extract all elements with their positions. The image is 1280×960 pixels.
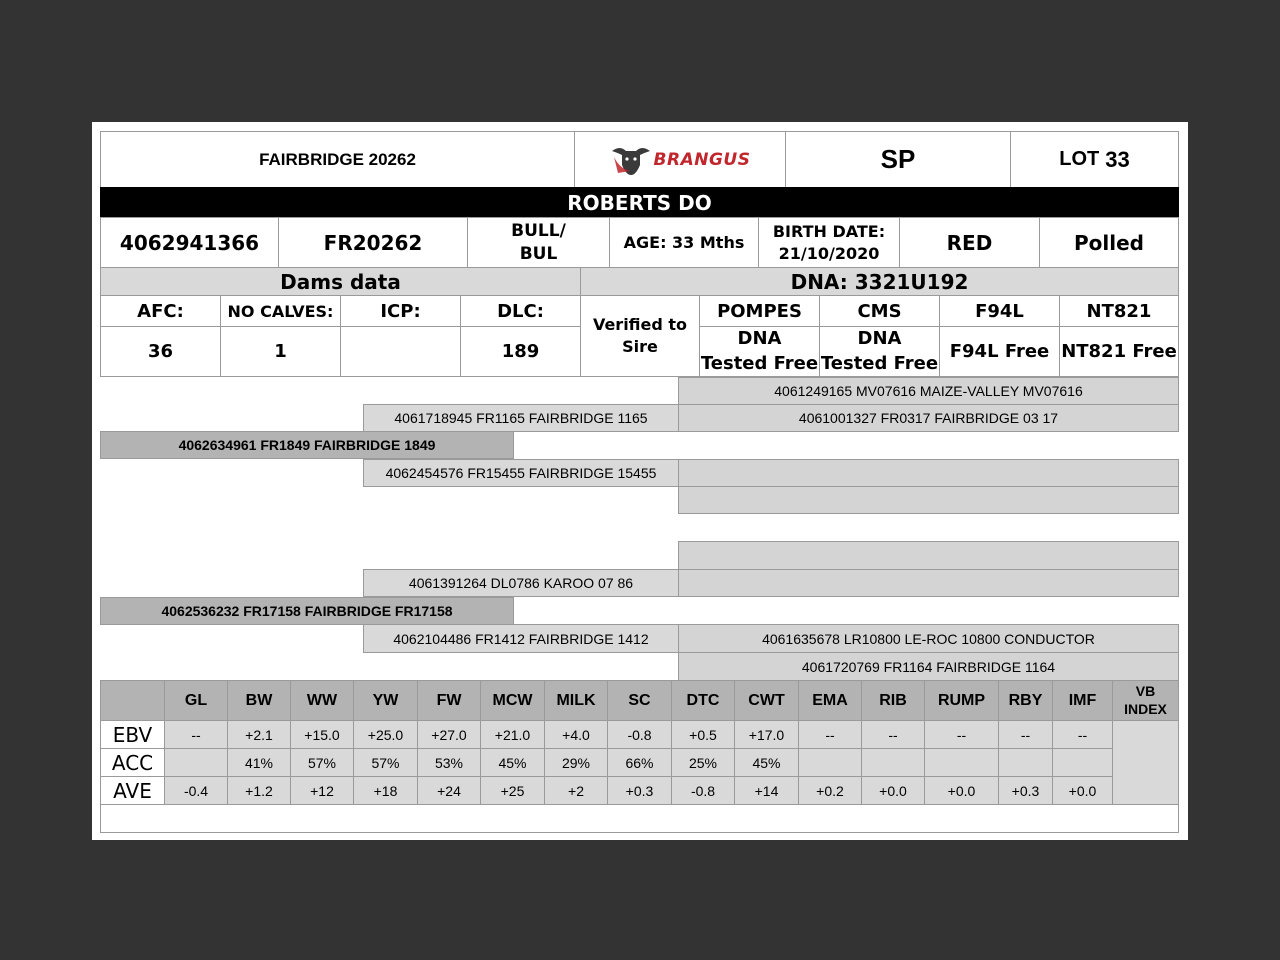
dams-header-icp: ICP: (340, 295, 461, 327)
dna-test-pompes-result (699, 326, 820, 377)
ebv-header-sc: SC (607, 680, 672, 721)
dna-title: DNA: 3321U192 (580, 267, 1179, 296)
pedigree-dam-sire: 4061391264 DL0786 KAROO 07 86 (363, 569, 679, 597)
ebv-acc-rby (998, 748, 1053, 777)
cms-result-line-1: DNA (857, 328, 902, 350)
birth-date-label: BIRTH DATE: (772, 221, 886, 241)
lot-label (1010, 131, 1179, 188)
dams-value-dlc: 189 (460, 326, 581, 377)
ebv-ave-yw: +18 (353, 776, 418, 805)
pompes-result-line-2: Tested Free (700, 352, 819, 374)
owner-bar: ROBERTS DO (100, 187, 1179, 218)
ebv-acc-rib (861, 748, 925, 777)
pedigree-dam-dam-dam: 4061720769 FR1164 FAIRBRIDGE 1164 (678, 652, 1179, 681)
ebv-acc-mcw: 45% (480, 748, 545, 777)
ebv-ebv-dtc: +0.5 (671, 720, 735, 749)
ebv-ave-gl: -0.4 (164, 776, 228, 805)
brangus-logo (574, 131, 786, 188)
ebv-table (100, 680, 1179, 833)
ebv-ebv-ww: +15.0 (290, 720, 354, 749)
ebv-acc-rump (924, 748, 999, 777)
ebv-ave-bw: +1.2 (227, 776, 291, 805)
ebv-ave-rib: +0.0 (861, 776, 925, 805)
ebv-ave-imf: +0.0 (1052, 776, 1113, 805)
ebv-header-mcw: MCW (480, 680, 545, 721)
ebv-ebv-yw: +25.0 (353, 720, 418, 749)
lot-number: 33 (1105, 146, 1130, 172)
dams-value-icp (340, 326, 461, 377)
animal-colour: RED (899, 217, 1040, 268)
animal-name: FAIRBRIDGE 20262 (100, 131, 575, 188)
dna-test-cms-name: CMS (819, 295, 940, 327)
dna-test-cms-result (819, 326, 940, 377)
bull-head-icon (610, 143, 652, 177)
ebv-acc-bw: 41% (227, 748, 291, 777)
ebv-acc-fw: 53% (417, 748, 481, 777)
ebv-acc-ema (798, 748, 862, 777)
pedigree-sire-sire: 4061718945 FR1165 FAIRBRIDGE 1165 (363, 404, 679, 432)
ebv-header-cwt: CWT (734, 680, 799, 721)
pedigree-dam-sire-dam (678, 569, 1179, 597)
ebv-ebv-rump: -- (924, 720, 999, 749)
ebv-header-corner (100, 680, 165, 721)
ebv-footer-row (100, 804, 1179, 833)
pedigree-sire-dam-sire (678, 459, 1179, 487)
ebv-row-label-acc: ACC (100, 748, 165, 777)
ebv-acc-milk: 29% (544, 748, 608, 777)
verified-line-2: Sire (622, 337, 658, 356)
birth-date-cell (758, 217, 900, 268)
ebv-ebv-milk: +4.0 (544, 720, 608, 749)
dna-test-f94l-result: F94L Free (939, 326, 1060, 377)
ebv-header-yw: YW (353, 680, 418, 721)
birth-date-value: 21/10/2020 (778, 243, 880, 263)
pompes-result-line-1: DNA (737, 328, 782, 350)
vb-index-line-2: INDEX (1124, 700, 1167, 717)
pedigree-sire-sire-sire: 4061249165 MV07616 MAIZE-VALLEY MV07616 (678, 377, 1179, 405)
ebv-header-imf: IMF (1052, 680, 1113, 721)
pedigree-sire-sire-dam: 4061001327 FR0317 FAIRBRIDGE 03 17 (678, 404, 1179, 432)
dams-data-title: Dams data (100, 267, 581, 296)
animal-sex (467, 217, 610, 268)
brand-logo-text: BRANGUS (653, 149, 751, 170)
ebv-header-rby: RBY (998, 680, 1053, 721)
ebv-ave-dtc: -0.8 (671, 776, 735, 805)
ebv-acc-dtc: 25% (671, 748, 735, 777)
verified-to-sire (580, 295, 700, 377)
ebv-ebv-ema: -- (798, 720, 862, 749)
dna-test-pompes-name: POMPES (699, 295, 820, 327)
grade-label: SP (785, 131, 1011, 188)
ebv-ave-cwt: +14 (734, 776, 799, 805)
pedigree-dam-dam-sire: 4061635678 LR10800 LE-ROC 10800 CONDUCTOR (678, 624, 1179, 653)
ebv-ebv-sc: -0.8 (607, 720, 672, 749)
ebv-header-fw: FW (417, 680, 481, 721)
dna-test-f94l-name: F94L (939, 295, 1060, 327)
ebv-acc-ww: 57% (290, 748, 354, 777)
ebv-acc-cwt: 45% (734, 748, 799, 777)
ebv-ave-fw: +24 (417, 776, 481, 805)
pedigree-dam: 4062536232 FR17158 FAIRBRIDGE FR17158 (100, 597, 514, 625)
pedigree-sire-dam: 4062454576 FR15455 FAIRBRIDGE 15455 (363, 459, 679, 487)
ebv-header-ww: WW (290, 680, 354, 721)
animal-age: AGE: 33 Mths (609, 217, 759, 268)
ebv-acc-imf (1052, 748, 1113, 777)
ebv-ave-rby: +0.3 (998, 776, 1053, 805)
ebv-ave-rump: +0.0 (924, 776, 999, 805)
dams-value-no-calves: 1 (220, 326, 341, 377)
ebv-ave-mcw: +25 (480, 776, 545, 805)
ebv-ebv-bw: +2.1 (227, 720, 291, 749)
ebv-header-rump: RUMP (924, 680, 999, 721)
sale-card (92, 122, 1188, 840)
ebv-row-label-ebv: EBV (100, 720, 165, 749)
verified-line-1: Verified to (592, 315, 688, 335)
ebv-acc-yw: 57% (353, 748, 418, 777)
sex-line-2: BUL (519, 243, 558, 264)
dams-value-afc: 36 (100, 326, 221, 377)
vb-index-value (1112, 720, 1179, 805)
dna-test-nt821-result: NT821 Free (1059, 326, 1179, 377)
ebv-header-rib: RIB (861, 680, 925, 721)
ebv-ebv-mcw: +21.0 (480, 720, 545, 749)
pedigree-sire-dam-dam (678, 486, 1179, 514)
lot-prefix: LOT (1059, 148, 1100, 170)
ebv-ebv-gl: -- (164, 720, 228, 749)
ebv-header-bw: BW (227, 680, 291, 721)
ebv-header-dtc: DTC (671, 680, 735, 721)
ebv-ave-ema: +0.2 (798, 776, 862, 805)
dams-header-no-calves: NO CALVES: (220, 295, 341, 327)
ebv-ebv-imf: -- (1052, 720, 1113, 749)
ebv-ebv-rby: -- (998, 720, 1053, 749)
pedigree-dam-sire-sire (678, 541, 1179, 570)
ebv-ave-ww: +12 (290, 776, 354, 805)
ebv-header-gl: GL (164, 680, 228, 721)
ebv-ebv-cwt: +17.0 (734, 720, 799, 749)
ebv-acc-gl (164, 748, 228, 777)
ebv-acc-sc: 66% (607, 748, 672, 777)
ebv-ebv-rib: -- (861, 720, 925, 749)
animal-tag: FR20262 (278, 217, 468, 268)
vb-index-line-1: VB (1135, 683, 1156, 699)
dams-header-afc: AFC: (100, 295, 221, 327)
ebv-header-milk: MILK (544, 680, 608, 721)
ebv-ave-sc: +0.3 (607, 776, 672, 805)
ebv-header-ema: EMA (798, 680, 862, 721)
cms-result-line-2: Tested Free (820, 352, 939, 374)
ebv-ebv-fw: +27.0 (417, 720, 481, 749)
pedigree-dam-dam: 4062104486 FR1412 FAIRBRIDGE 1412 (363, 624, 679, 653)
ebv-ave-milk: +2 (544, 776, 608, 805)
animal-horn-status: Polled (1039, 217, 1179, 268)
pedigree-sire: 4062634961 FR1849 FAIRBRIDGE 1849 (100, 431, 514, 459)
dams-header-dlc: DLC: (460, 295, 581, 327)
animal-id: 4062941366 (100, 217, 279, 268)
ebv-header-vb-index (1112, 680, 1179, 721)
dna-test-nt821-name: NT821 (1059, 295, 1179, 327)
sex-line-1: BULL/ (511, 220, 566, 241)
ebv-row-label-ave: AVE (100, 776, 165, 805)
